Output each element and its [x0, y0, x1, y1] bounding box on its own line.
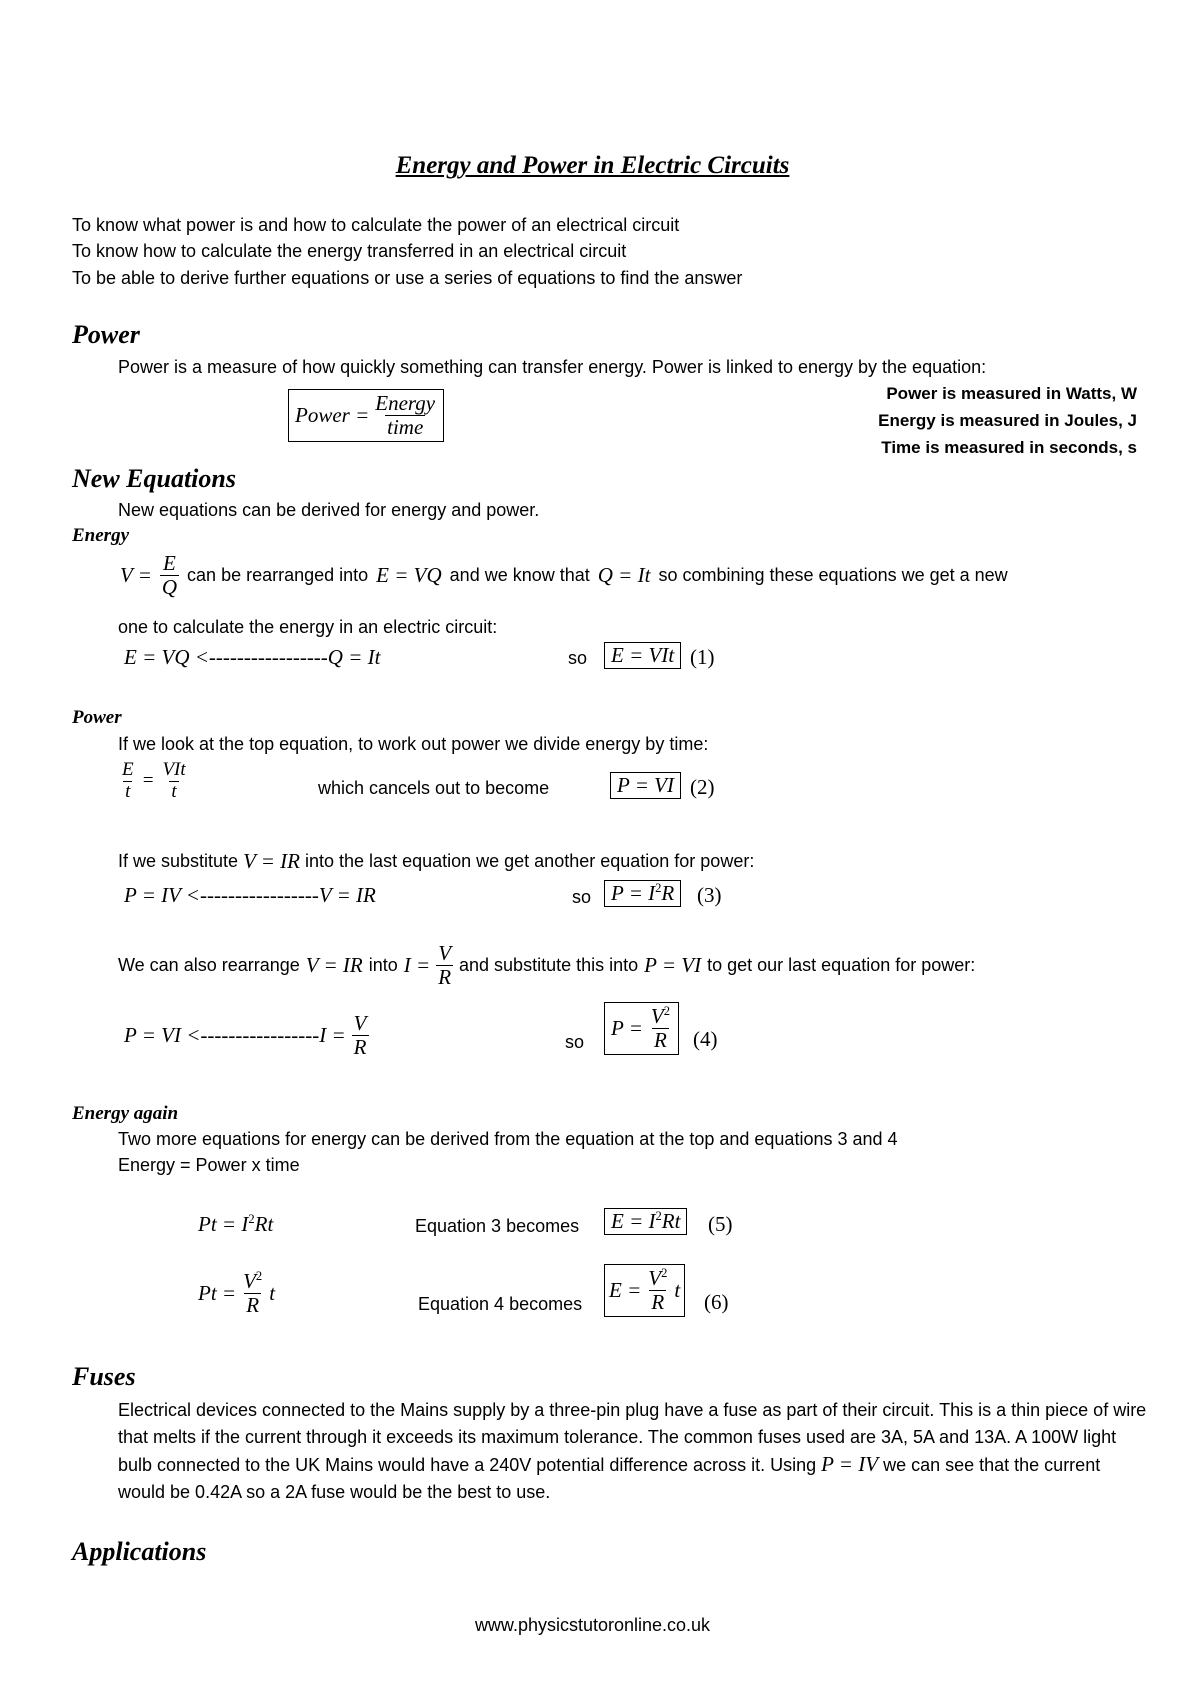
objective-3: To be able to derive further equations or use a series of equations to find the answer	[72, 268, 743, 288]
eq-e-vq: E = VQ	[376, 563, 442, 588]
eq-q-it: Q = It	[597, 563, 651, 588]
line4-b: into	[368, 955, 398, 976]
energy-again-line1: Two more equations for energy can be derived from the equation at the top and equations 3 and 4	[118, 1129, 898, 1149]
f2-num: VIt	[162, 759, 186, 780]
res6-den: R	[651, 1290, 665, 1315]
result3-sup: 2	[655, 881, 662, 895]
heading-applications: Applications	[72, 1537, 207, 1566]
power-equation	[288, 389, 444, 442]
arrow-num: V	[353, 1011, 367, 1035]
fraction-vit-t	[160, 760, 187, 803]
result3-a: P = I	[611, 881, 656, 905]
eq5-text: Equation 3 becomes	[415, 1216, 580, 1236]
eq5-lhs	[198, 1212, 273, 1237]
result-2: P = VI	[610, 772, 681, 799]
heading-new-equations: New Equations	[72, 464, 236, 493]
power-eq-den: time	[387, 415, 424, 440]
so-3: so	[565, 1032, 585, 1052]
power-intro: Power is a measure of how quickly something can transfer energy. Power is linked to energy by the equation:	[118, 357, 987, 377]
page-title: Energy and Power in Electric Circuits	[395, 152, 790, 179]
res5-b: Rt	[661, 1209, 681, 1233]
line4-c: and substitute this into	[459, 955, 639, 976]
eq6-lhs	[198, 1270, 275, 1317]
result-3	[604, 880, 681, 907]
eq-number-3: (3)	[697, 883, 722, 907]
result3-b: R	[661, 881, 675, 905]
eq6-sup: 2	[255, 1269, 263, 1283]
heading-fuses: Fuses	[72, 1362, 136, 1391]
sub-text-b: into the last equation we get another equation for power:	[305, 851, 755, 871]
power-eq-fraction	[373, 392, 437, 439]
energy-derivation-line	[120, 552, 1008, 599]
unit-power: Power is measured in Watts, W	[886, 384, 1137, 403]
f1-den: t	[125, 780, 131, 802]
unit-time: Time is measured in seconds, s	[881, 438, 1137, 457]
f2-den: t	[171, 780, 177, 802]
line4-eq2: P = VI	[644, 953, 702, 978]
text-rearranged: can be rearranged into	[187, 565, 369, 586]
line4-num: V	[438, 941, 452, 965]
arrow-line-1: E = VQ <-----------------Q = It	[124, 645, 381, 669]
result-6	[604, 1264, 685, 1317]
eq6-num: V	[243, 1269, 256, 1293]
line4-a: We can also rearrange	[118, 955, 300, 976]
fuses-paragraph	[118, 1397, 1148, 1506]
res5-a: E = I	[611, 1209, 656, 1233]
result-4	[604, 1002, 679, 1055]
sub-text-a: If we substitute	[118, 851, 239, 871]
v-lhs: V =	[120, 563, 152, 588]
fuses-para-a: Electrical devices connected to the Mains supply by a three-pin plug have a fuse as part of their circuit. This is a thin piece of wire that melts if the current through it exceeds its maximum tolerance. The common fuses used are 3A, 5A and 13A. A 100W light bulb connected to the UK Mains would have a 240V potential difference across it. Using	[118, 1400, 1147, 1475]
power-sub-intro: If we look at the top equation, to work out power we divide energy by time:	[118, 734, 709, 754]
eq6-lhs-text: Pt =	[198, 1281, 237, 1306]
arrow-line-4	[124, 1012, 369, 1059]
new-equations-intro: New equations can be derived for energy and power.	[118, 500, 540, 520]
unit-energy: Energy is measured in Joules, J	[878, 411, 1137, 430]
v-num: E	[163, 551, 176, 575]
subheading-energy: Energy	[72, 525, 129, 546]
v-den: Q	[161, 575, 178, 600]
objective-1: To know what power is and how to calculate the power of an electrical circuit	[72, 215, 680, 235]
eq6-text: Equation 4 becomes	[418, 1294, 583, 1314]
res6-t: t	[674, 1278, 681, 1303]
so-2: so	[572, 887, 592, 907]
eq5-a: Pt = I	[198, 1212, 249, 1236]
eq6-fraction	[241, 1270, 264, 1317]
eq5-sup: 2	[248, 1212, 255, 1226]
equals-sign: =	[141, 770, 155, 792]
so-1: so	[568, 648, 588, 668]
fraction-e-t	[120, 760, 136, 803]
eq-number-5: (5)	[708, 1212, 733, 1236]
res6-num: V	[648, 1266, 662, 1290]
e-over-t-equation	[120, 760, 188, 803]
arrow-line-4-text: P = VI <-----------------I =	[124, 1023, 346, 1048]
fuses-para-b: we can see that the current would be 0.42A so a 2A fuse would be the best to use.	[118, 1455, 1101, 1502]
fuses-para-eq: P = IV	[821, 1452, 879, 1476]
res6-lhs: E =	[609, 1278, 642, 1303]
substitute-line	[118, 849, 754, 874]
result-1: E = VIt	[604, 642, 681, 669]
eq-number-1: (1)	[690, 645, 715, 669]
line4-i: I =	[403, 953, 431, 978]
res6-sup: 2	[661, 1266, 668, 1280]
arrow-line-2: P = IV <-----------------V = IR	[124, 883, 376, 907]
text-combining: so combining these equations we get a new	[658, 565, 1008, 586]
text-we-know: and we know that	[449, 565, 590, 586]
line4-eq1: V = IR	[305, 953, 363, 978]
power-eq-num: Energy	[375, 391, 436, 415]
result4-lhs: P =	[611, 1016, 643, 1041]
result-5	[604, 1208, 687, 1235]
subheading-power: Power	[72, 707, 122, 728]
objective-2: To know how to calculate the energy transferred in an electrical circuit	[72, 241, 627, 261]
res6-fraction	[646, 1267, 669, 1314]
line4-fraction	[436, 942, 453, 989]
eq5-b: Rt	[254, 1212, 274, 1236]
result4-den: R	[654, 1028, 667, 1053]
rearrange-line	[118, 942, 975, 989]
footer-url: www.physicstutoronline.co.uk	[474, 1615, 711, 1635]
line4-den: R	[438, 965, 452, 990]
text-cancels: which cancels out to become	[318, 778, 550, 798]
arrow-den: R	[353, 1035, 367, 1060]
sub-eq: V = IR	[243, 849, 301, 873]
res5-sup: 2	[655, 1209, 662, 1223]
f1-num: E	[122, 759, 134, 780]
energy-again-line2: Energy = Power x time	[118, 1155, 300, 1175]
eq-number-6: (6)	[704, 1290, 729, 1314]
text-one-to-calc: one to calculate the energy in an electric circuit:	[118, 617, 498, 637]
eq-number-4: (4)	[693, 1027, 718, 1051]
line4-d: to get our last equation for power:	[707, 955, 976, 976]
heading-power: Power	[72, 320, 140, 349]
arrow-line-4-fraction	[352, 1012, 369, 1059]
power-eq-lhs: Power =	[295, 403, 370, 428]
result4-num: V	[650, 1004, 664, 1028]
eq-number-2: (2)	[690, 775, 715, 799]
eq6-t: t	[269, 1281, 276, 1306]
result4-fraction	[649, 1005, 672, 1052]
subheading-energy-again: Energy again	[72, 1103, 179, 1124]
v-fraction	[160, 552, 179, 599]
result4-sup: 2	[663, 1004, 670, 1018]
eq6-den: R	[246, 1293, 260, 1318]
